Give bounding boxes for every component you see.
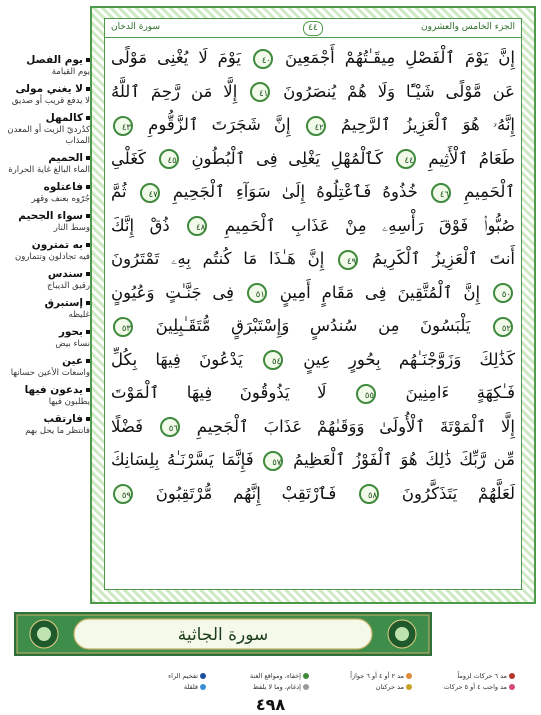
aya-number-marker: ٤٣ <box>113 116 133 136</box>
legend-item <box>184 683 206 691</box>
side-glossary <box>2 54 90 442</box>
side-note-meaning: نساء بيض <box>55 339 90 349</box>
juz-label: الجزء الخامس والعشرون <box>421 22 515 32</box>
side-note-word <box>2 297 90 310</box>
legend-label: مد حركتان <box>375 683 404 691</box>
verse-line <box>105 41 521 75</box>
legend-color-dot-icon <box>509 673 515 679</box>
side-note <box>2 112 90 147</box>
banner-ornament-right <box>388 620 416 648</box>
side-note <box>2 413 90 437</box>
verse-line <box>105 276 521 310</box>
side-note-word-text: إستبرق <box>44 297 83 309</box>
legend-color-dot-icon <box>509 684 515 690</box>
side-note-word <box>2 181 90 194</box>
aya-number-marker: ٥٩ <box>113 484 133 504</box>
verse-line <box>105 175 521 209</box>
verse-text: فَٱرْتَقِبْ إِنَّهُم مُّرْتَقِبُونَ <box>155 483 337 503</box>
legend-color-dot-icon <box>406 684 412 690</box>
side-note-word <box>2 152 90 165</box>
verse-text: إِنَّ شَجَرَتَ ٱلزَّقُّومِ <box>148 115 291 134</box>
side-note-word-text: فارتقب <box>43 413 83 425</box>
verse-text: مِّن رَّبِّكَ ذَٰلِكَ هُوَ ٱلْفَوْزُ ٱلْعَظِيمُ <box>293 450 515 469</box>
side-note-meaning: واسعات الأعين حسانها <box>10 368 90 378</box>
next-surah-title: سورة الجاثية <box>177 625 269 645</box>
legend-item <box>444 683 515 691</box>
side-note-word-text: سواء الجحيم <box>18 210 83 222</box>
legend-color-dot-icon <box>406 673 412 679</box>
verse-text: يَلْبَسُونَ مِن سُندُسٍ وَإِسْتَبْرَقٍ مُّتَقَـٰبِلِينَ <box>155 316 471 335</box>
aya-number-marker: ٤٧ <box>140 183 160 203</box>
side-note-word <box>2 112 90 125</box>
legend-label: تفخيم الراء <box>168 672 198 680</box>
verse-text: لَعَلَّهُمْ يَتَذَكَّرُونَ <box>401 483 516 503</box>
verse-text: إِنَّ هَـٰذَا مَا كُنتُم بِهِۦ تَمْتَرُونَ <box>111 249 325 268</box>
aya-number-marker: ٤١ <box>250 82 270 102</box>
page-number: ٤٩٨ <box>255 695 286 714</box>
side-note-word-text: بحور <box>58 326 83 338</box>
verse-text: فِى جَنَّـٰتٍ وَعُيُونٍ <box>111 282 235 302</box>
side-note-meaning: غليظه <box>68 310 90 320</box>
side-note-meaning: رقيق الديباج <box>47 281 90 291</box>
side-note-word-text: يوم الفصل <box>26 54 83 66</box>
aya-number-marker: ٥٤ <box>263 350 283 370</box>
side-note-meaning: لا يدفع قريب أو صديق <box>11 96 90 106</box>
side-note <box>2 384 90 408</box>
verse-line <box>105 376 521 410</box>
aya-number-marker: ٥٦ <box>160 417 180 437</box>
aya-number-marker: ٥٠ <box>493 283 513 303</box>
side-note-word <box>2 413 90 426</box>
side-note <box>2 54 90 78</box>
aya-number-marker: ٤٠ <box>253 49 273 69</box>
page-frame <box>90 6 536 604</box>
surah-label: سورة الدخان <box>111 22 160 32</box>
verse-text: إِنَّهُۥ هُوَ ٱلْعَزِيزُ ٱلرَّحِيمُ <box>340 115 516 134</box>
verse-text: إِنَّ يَوْمَ ٱلْفَصْلِ مِيقَـٰتُهُمْ أَجْمَعِينَ <box>284 48 516 67</box>
side-note-meaning: كدُرديّ الزيت أو المعدن المذاب <box>7 125 90 146</box>
verse-text: كَذَٰلِكَ وَزَوَّجْنَـٰهُم بِحُورٍ عِينٍ <box>303 349 515 369</box>
side-note-word-text: كالمهل <box>45 112 83 124</box>
verse-line <box>105 443 521 477</box>
verse-text: فَإِنَّمَا يَسَّرْنَـٰهُ بِلِسَانِكَ <box>111 450 254 469</box>
side-note-word <box>2 355 90 368</box>
side-note <box>2 239 90 263</box>
legend-color-dot-icon <box>303 673 309 679</box>
legend-item <box>376 683 412 691</box>
aya-number-marker: ٤٨ <box>187 216 207 236</box>
tajweed-legend <box>105 672 515 696</box>
side-note-word <box>2 54 90 67</box>
aya-number-marker: ٥٥ <box>356 384 376 404</box>
legend-item <box>168 672 206 680</box>
side-note-word-text: سندس <box>47 268 83 280</box>
side-note-word-text: الحميم <box>48 152 83 164</box>
side-note <box>2 326 90 350</box>
verse-text: كَٱلْمُهْلِ يَغْلِى فِى ٱلْبُطُونِ <box>191 148 383 168</box>
verse-line <box>105 75 521 109</box>
side-note <box>2 297 90 321</box>
verse-text: فَـٰكِهَةٍ ءَامِنِينَ <box>405 383 516 402</box>
side-note-word <box>2 326 90 339</box>
aya-number-marker: ٥٢ <box>493 317 513 337</box>
page-header <box>105 19 521 38</box>
side-note-meaning: الماء البالغ غاية الحرارة <box>8 165 90 175</box>
legend-item <box>457 672 515 680</box>
legend-item <box>253 683 309 691</box>
verse-line <box>105 142 521 176</box>
verse-line <box>105 410 521 444</box>
aya-number-marker: ٥١ <box>247 283 267 303</box>
verse-text: إِنَّ ٱلْمُتَّقِينَ فِى مَقَامٍ أَمِينٍ <box>279 282 481 302</box>
side-note-meaning: جُرّوه بعنف وقهر <box>31 194 90 204</box>
legend-label: مد ٢ أو ٤ أو ٦ جوازاً <box>350 672 404 680</box>
side-note-meaning: وسط النار <box>53 223 90 233</box>
legend-label: إخفاء، ومواقع الغنة <box>249 672 301 680</box>
side-note-word-text: عين <box>62 355 83 367</box>
verse-text: إِلَّا ٱلْمَوْتَةَ ٱلْأُولَىٰ وَوَقَىٰهُمْ عَذَابَ ٱلْجَحِيمِ <box>196 416 516 436</box>
verse-text: عَن مَّوْلًى شَيْـًٔا وَلَا هُمْ يُنصَرُونَ <box>283 81 516 101</box>
side-note <box>2 152 90 176</box>
side-note-meaning: فيه تجادلون وتتمارون <box>14 252 90 262</box>
side-note-word <box>2 83 90 96</box>
verse-text: أَنتَ ٱلْعَزِيزُ ٱلْكَرِيمُ <box>372 249 516 268</box>
side-note <box>2 268 90 292</box>
side-note <box>2 355 90 379</box>
aya-number-marker: ٤٢ <box>306 116 326 136</box>
page-short-number: ٤٤ <box>303 21 323 36</box>
page-inner <box>104 18 522 590</box>
verse-line <box>105 343 521 377</box>
legend-label: قلقلة <box>183 683 198 691</box>
aya-number-marker: ٤٦ <box>431 183 451 203</box>
side-note-word <box>2 268 90 281</box>
side-note-word-text: فاعتلوه <box>43 181 83 193</box>
verse-text: ثُمَّ <box>111 182 127 201</box>
aya-number-marker: ٤٤ <box>396 149 416 169</box>
side-note <box>2 181 90 205</box>
verse-line <box>105 242 521 276</box>
verse-line <box>105 477 521 511</box>
side-note <box>2 83 90 107</box>
quran-text <box>105 41 521 510</box>
verse-text: إِلَّا مَن رَّحِمَ ٱللَّهُ <box>111 81 238 101</box>
verse-text: صُبُّوا۟ فَوْقَ رَأْسِهِۦ مِنْ عَذَابِ ٱلْحَمِيمِ <box>224 215 516 235</box>
side-note-meaning: فانتظر ما يحل بهم <box>25 426 90 436</box>
legend-label: مد واجب ٤ أو ٥ حركات <box>443 683 507 691</box>
side-note-word-text: لا يغني مولى <box>15 83 83 95</box>
verse-text: يَوْمَ لَا يُغْنِى مَوْلًى <box>111 48 242 67</box>
legend-item <box>350 672 412 680</box>
legend-label: مد ٦ حركات لزوماً <box>457 672 507 680</box>
verse-text: لَا يَذُوقُونَ فِيهَا ٱلْمَوْتَ <box>111 383 327 402</box>
legend-color-dot-icon <box>200 684 206 690</box>
aya-number-marker: ٥٨ <box>359 484 379 504</box>
verse-line <box>105 309 521 343</box>
side-note-word-text: به تمترون <box>31 239 83 251</box>
side-note-meaning: يوم القيامة <box>51 67 90 77</box>
side-note-meaning: يطلبون فيها <box>48 397 90 407</box>
verse-text: كَغَلْىِ <box>111 148 147 168</box>
verse-text: فَضْلًا <box>111 416 144 436</box>
verse-text: يَدْعُونَ فِيهَا بِكُلِّ <box>111 349 243 369</box>
side-note-word <box>2 239 90 252</box>
side-note-word <box>2 384 90 397</box>
legend-color-dot-icon <box>200 673 206 679</box>
side-note <box>2 210 90 234</box>
verse-text: طَعَامُ ٱلْأَثِيمِ <box>428 148 516 168</box>
verse-text: ذُقْ إِنَّكَ <box>111 215 170 235</box>
aya-number-marker: ٤٥ <box>159 149 179 169</box>
legend-item <box>250 672 309 680</box>
side-note-word <box>2 210 90 223</box>
verse-line <box>105 209 521 243</box>
aya-number-marker: ٥٣ <box>113 317 133 337</box>
legend-color-dot-icon <box>303 684 309 690</box>
legend-label: إدغام، وما لا يلفظ <box>252 683 301 691</box>
verse-text: ٱلْحَمِيمِ <box>464 182 516 201</box>
verse-text: خُذُوهُ فَٱعْتِلُوهُ إِلَىٰ سَوَآءِ ٱلْجَحِيمِ <box>172 182 418 201</box>
side-note-word-text: يدعون فيها <box>24 384 83 396</box>
aya-number-marker: ٥٧ <box>263 451 283 471</box>
surah-banner <box>14 612 432 656</box>
verse-line <box>105 108 521 142</box>
banner-ornament-left <box>30 620 58 648</box>
aya-number-marker: ٤٩ <box>338 250 358 270</box>
